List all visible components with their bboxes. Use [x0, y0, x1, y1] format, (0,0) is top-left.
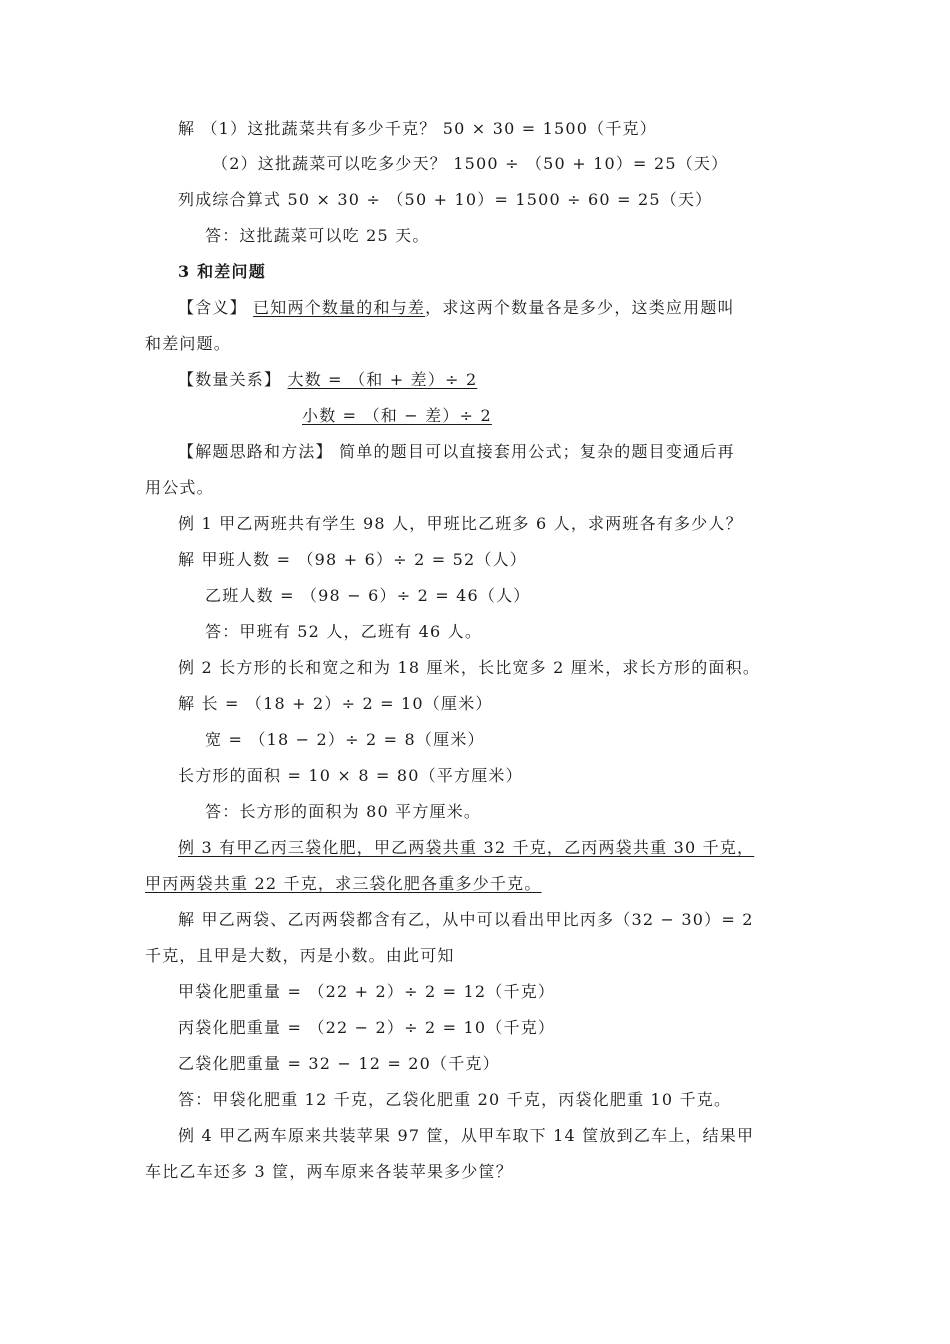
- solution-line-1: 解 （1）这批蔬菜共有多少千克？ 50 × 30 = 1500（千克）: [178, 119, 657, 138]
- example-3-bag-c: 丙袋化肥重量 = （22 − 2）÷ 2 = 10（千克）: [178, 1018, 556, 1037]
- definition-underlined: 已知两个数量的和与差: [253, 298, 426, 317]
- example-1-solution-1: 解 甲班人数 = （98 + 6）÷ 2 = 52（人）: [178, 550, 527, 569]
- example-2-solution-1: 解 长 = （18 + 2）÷ 2 = 10（厘米）: [178, 694, 493, 713]
- combined-formula: 列成综合算式 50 × 30 ÷ （50 + 10）= 1500 ÷ 60 = 25（天）: [178, 190, 713, 209]
- example-1: 例 1 甲乙两班共有学生 98 人，甲班比乙班多 6 人，求两班各有多少人？: [178, 514, 743, 533]
- example-3: 例 3 有甲乙丙三袋化肥，甲乙两袋共重 32 千克，乙丙两袋共重 30 千克，: [178, 838, 755, 857]
- example-3-solution: 解 甲乙两袋、乙丙两袋都含有乙，从中可以看出甲比丙多（32 − 30）= 2: [178, 910, 754, 929]
- relation-label: 【数量关系】: [178, 370, 282, 389]
- definition-continued: 和差问题。: [145, 334, 232, 353]
- relation-line-1: [178, 370, 477, 390]
- answer-line: 答：这批蔬菜可以吃 25 天。: [205, 226, 430, 245]
- relation-formula-big: 大数 = （和 + 差）÷ 2: [287, 370, 478, 389]
- example-2-area: 长方形的面积 = 10 × 8 = 80（平方厘米）: [178, 766, 523, 785]
- example-4-continued: 车比乙车还多 3 筐，两车原来各装苹果多少筐？: [145, 1162, 513, 1181]
- example-4: 例 4 甲乙两车原来共装苹果 97 筐，从甲车取下 14 筐放到乙车上，结果甲: [178, 1126, 755, 1145]
- example-3-solution-continued: 千克，且甲是大数，丙是小数。由此可知: [145, 946, 455, 965]
- example-3-answer: 答：甲袋化肥重 12 千克，乙袋化肥重 20 千克，丙袋化肥重 10 千克。: [178, 1090, 732, 1109]
- example-3-bag-a: 甲袋化肥重量 = （22 + 2）÷ 2 = 12（千克）: [178, 982, 556, 1001]
- method-line: 【解题思路和方法】 简单的题目可以直接套用公式；复杂的题目变通后再: [178, 442, 735, 461]
- solution-line-2: （2）这批蔬菜可以吃多少天？ 1500 ÷ （50 + 10）= 25（天）: [212, 154, 729, 173]
- definition-rest: ，求这两个数量各是多少，这类应用题叫: [425, 298, 735, 317]
- example-3-continued: 甲丙两袋共重 22 千克，求三袋化肥各重多少千克。: [145, 874, 542, 893]
- definition-label: 【含义】: [178, 298, 247, 317]
- example-2-answer: 答：长方形的面积为 80 平方厘米。: [205, 802, 482, 821]
- example-3-bag-b: 乙袋化肥重量 = 32 − 12 = 20（千克）: [178, 1054, 500, 1073]
- example-1-solution-2: 乙班人数 = （98 − 6）÷ 2 = 46（人）: [205, 586, 531, 605]
- example-2-solution-2: 宽 = （18 − 2）÷ 2 = 8（厘米）: [205, 730, 485, 749]
- example-2: 例 2 长方形的长和宽之和为 18 厘米，长比宽多 2 厘米，求长方形的面积。: [178, 658, 761, 677]
- relation-formula-small: 小数 = （和 − 差）÷ 2: [302, 406, 492, 425]
- section-heading: 3 和差问题: [178, 262, 266, 281]
- example-1-answer: 答：甲班有 52 人，乙班有 46 人。: [205, 622, 483, 641]
- definition-line: [178, 298, 735, 318]
- method-continued: 用公式。: [145, 478, 214, 497]
